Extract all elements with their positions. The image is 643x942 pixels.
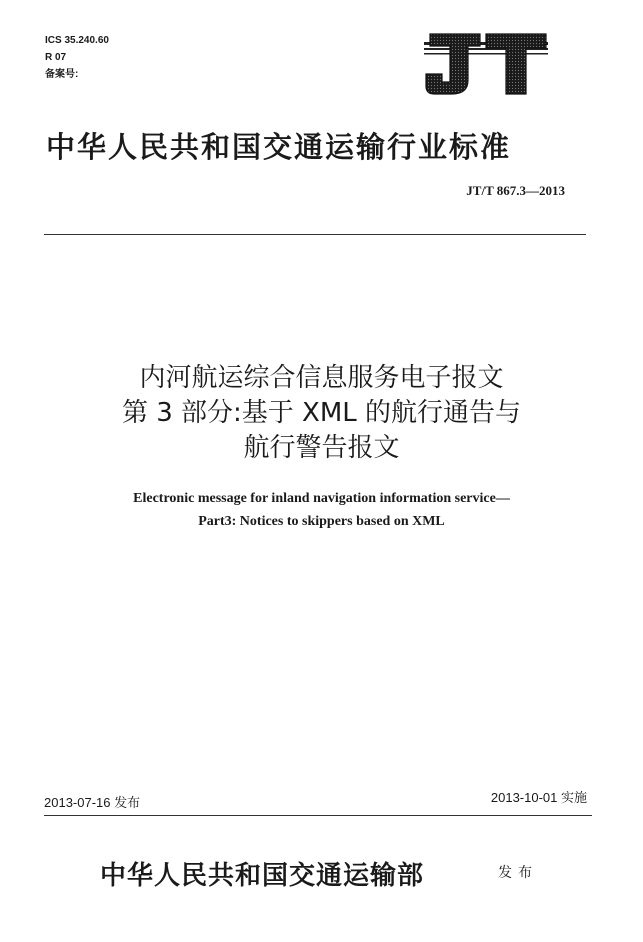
organization-title: 中华人民共和国交通运输行业标准 xyxy=(46,130,512,164)
chinese-title-line-3: 航行警告报文 xyxy=(243,433,400,463)
chinese-title-line-2: 第 3 部分:基于 XML 的航行通告与 xyxy=(121,398,522,428)
implementation-date: 2013-10-01 实施 xyxy=(490,790,587,805)
classification-block xyxy=(45,32,109,83)
chinese-title-line-1: 内河航运综合信息服务电子报文 xyxy=(139,363,504,393)
english-title-line-1: Electronic message for inland navigation information service— xyxy=(133,491,510,506)
filing-number-label: 备案号: xyxy=(45,69,79,80)
top-divider xyxy=(44,234,586,235)
issuing-authority: 中华人民共和国交通运输部 xyxy=(100,861,425,891)
ics-code: ICS 35.240.60 xyxy=(45,35,109,46)
publication-date: 2013-07-16 发布 xyxy=(44,795,141,810)
issuing-label: 发布 xyxy=(498,865,538,881)
bottom-divider xyxy=(44,815,592,816)
standard-number: JT/T 867.3—2013 xyxy=(466,183,565,198)
english-title-line-2: Part3: Notices to skippers based on XML xyxy=(198,514,445,529)
ccs-code: R 07 xyxy=(45,52,67,63)
jt-logo xyxy=(424,30,548,98)
